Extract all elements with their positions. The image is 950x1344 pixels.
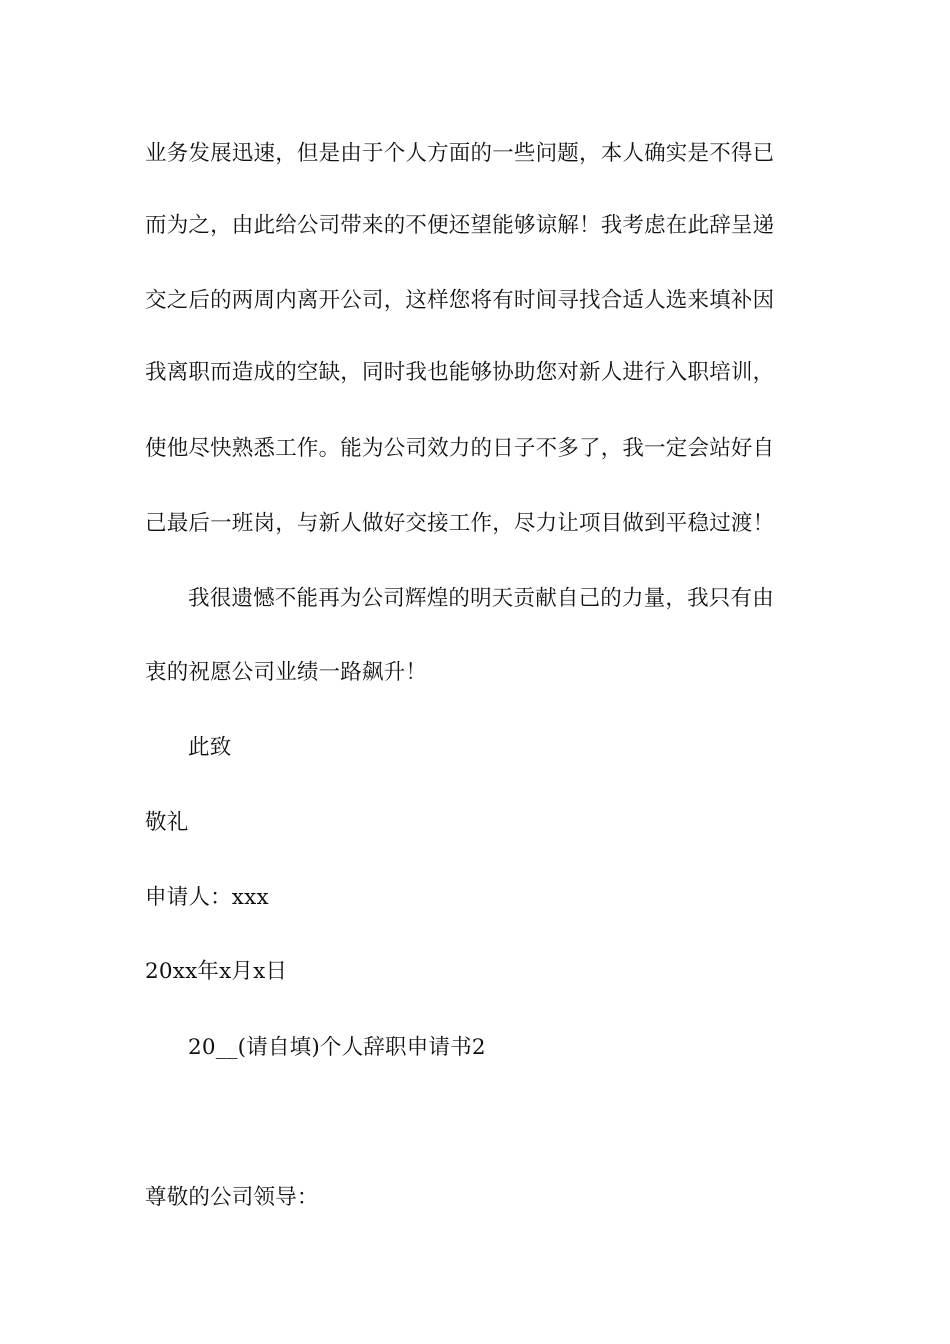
- greeting-line: 尊敬的公司领导：: [145, 1185, 319, 1210]
- body-line-3: 交之后的两周内离开公司，这样您将有时间寻找合适人选来填补因: [145, 288, 775, 313]
- body-line-5: 使他尽快熟悉工作。能为公司效力的日子不多了，我一定会站好自: [145, 436, 775, 461]
- body-line-4: 我离职而造成的空缺，同时我也能够协助您对新人进行入职培训，: [145, 360, 775, 385]
- section-title: 20__(请自填)个人辞职申请书2: [188, 1035, 486, 1060]
- applicant-line: 申请人：xxx: [145, 885, 269, 910]
- body-line-6: 己最后一班岗，与新人做好交接工作，尽力让项目做到平稳过渡！: [145, 511, 775, 536]
- body-line-2: 而为之，由此给公司带来的不便还望能够谅解！我考虑在此辞呈递: [145, 213, 775, 238]
- closing-text: 此致: [188, 735, 232, 760]
- body-line-8: 衷的祝愿公司业绩一路飙升！: [145, 660, 428, 685]
- salute-text: 敬礼: [145, 810, 189, 835]
- date-line: 20xx年x月x日: [145, 959, 288, 984]
- body-line-7: 我很遗憾不能再为公司辉煌的明天贡献自己的力量，我只有由: [188, 586, 774, 611]
- body-line-1: 业务发展迅速，但是由于个人方面的一些问题，本人确实是不得已: [145, 141, 775, 166]
